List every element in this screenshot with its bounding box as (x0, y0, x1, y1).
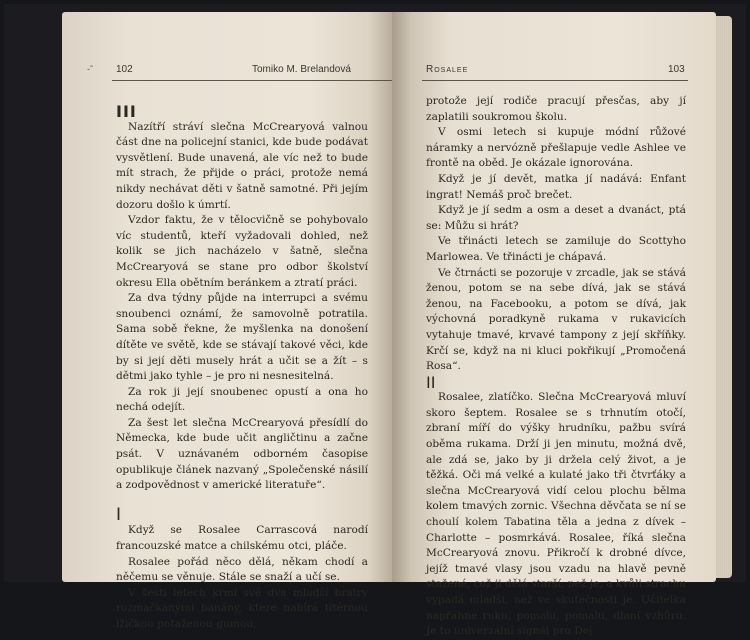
left-paragraph: Za šest let slečna McCrearyová přesídlí do Německa, kde bude učit angličtinu a začne psát. V uznávaném odborném časopise opublikuje článek nazvaný „Společenské násilí a zodpovědnost v americké literatuře“. (116, 416, 368, 492)
section-heading-i: I (116, 504, 123, 525)
left-body-text (116, 104, 368, 633)
right-paragraph: Když je jí devět, matka jí nadává: Enfant ingrat! Nemáš proč brečet. (426, 172, 686, 201)
left-paragraph: V šesti letech krmí své dva mladší bratry rozmačkanými banány, které nabírá titěrnou lžičkou potaženou gumou, (116, 586, 368, 630)
left-paragraph: Rosalee pořád něco dělá, někam chodí a něčemu se věnuje. Stále se snaží a učí se. (116, 555, 368, 584)
left-paragraph: Nazítří stráví slečna McCrearyová valnou část dne na policejní stanici, kde bude podávat vysvětlení. Bude unavená, ale víc než to bude mít strach, že přijde o práci, protože nemá nikdy nechávat děti v šatně samotné. Při jejím dozoru došlo k úmrtí. (116, 120, 369, 211)
left-paragraph: Za rok ji její snoubenec opustí a ona ho nechá odejít. (116, 385, 368, 414)
right-page (392, 12, 716, 638)
right-running-head: Rosalee (426, 64, 469, 75)
section-heading-iii: III (116, 102, 137, 121)
right-page-number: 103 (668, 64, 685, 75)
right-paragraph: Ve čtrnácti se pozoruje v zrcadle, jak se stává ženou, potom se na sebe dívá, jak se stává ženou, na Facebooku, a potom se dívá, jak výchovná poradkyně rukama v rukavicích vytahuje tmavé, krvavé tampony z její skříňky. Krčí se, když na ni kluci pokřikují „Promočená Rosa“. (426, 266, 686, 373)
left-paragraph: Když se Rosalee Carrascová narodí francouzské matce a chilskému otci, pláče. (116, 524, 368, 553)
left-page-number: 102 (116, 64, 133, 75)
right-paragraph: protože její rodiče pracují přesčas, aby jí zaplatili soukromou školu. (426, 95, 686, 123)
left-paragraph: Za dva týdny půjde na interrupci a svému snoubenci oznámí, že samovolně potratila. Sama sobě řekne, že myšlenka na donošení dítěte ve světě, kde se stávají takové věci, kde by si její děti musely hrát a učit se a žít – s dětmi jako tyhle – je pro ni nesnesitelná. (116, 292, 368, 383)
right-paragraph: Rosalee, zlatíčko. Slečna McCrearyová mluví skoro šeptem. Rosalee se s trhnutím otočí, zbraní míří do výšky hrudníku, pažbu svírá oběma rukama. Drží ji jen minutu, možná dvě, ale zdá se, jako by ji držela celý život, a je těžká. Oči má velké a kulaté jako tři čtvrťáky a slečna McCrearyová vidí celou plochu bělma kolem tmavých zornic. Všechna děvčata se ní se choulí kolem Tabatina těla a jedna z dívek – Charlotte – posmrkává. Rosalee, říká slečna McCrearyová znovu. Přikročí k drobné dívce, jejíž tmavé vlasy jsou vzadu na hlavě pevně stažené, což ji dělá starší, než je, a kvůli strachu vypadá mladší, než ve skutečnosti je. Učitelka napřáhne ruku, pomalu, pomalu, dlaní vzhůru. Je to univerzální signál pro Dej (426, 391, 686, 638)
left-page (62, 12, 392, 630)
section-heading-ii: II (426, 372, 436, 392)
right-header-rule (422, 80, 688, 81)
left-running-head: Tomiko M. Brelandová (252, 64, 351, 75)
right-paragraph: Když je jí sedm a osm a deset a dvanáct, ptá se: Můžu si hrát? (426, 204, 686, 232)
corner-mark: ‑˜ (87, 64, 93, 74)
left-paragraph: Vzdor faktu, že v tělocvičně se pohybovalo víc studentů, kteří vyžadovali dohled, než kolik se jich nacházelo v šatně, slečna McCrearyová se stane pro odbor školství okresu Ella obětním beránkem a ztratí práci. (116, 214, 368, 289)
left-header-rule (112, 80, 392, 81)
right-paragraph: V osmi letech si kupuje módní růžové náramky a nervózně přešlapuje vedle Ashlee ve frontě na oběd. Je okázale ignorována. (426, 126, 686, 170)
right-body-text (426, 94, 686, 640)
right-paragraph: Ve třinácti letech se zamiluje do Scottyho Marlowea. Ve třinácti je chápavá. (426, 235, 686, 263)
page-block-edge (716, 16, 732, 578)
